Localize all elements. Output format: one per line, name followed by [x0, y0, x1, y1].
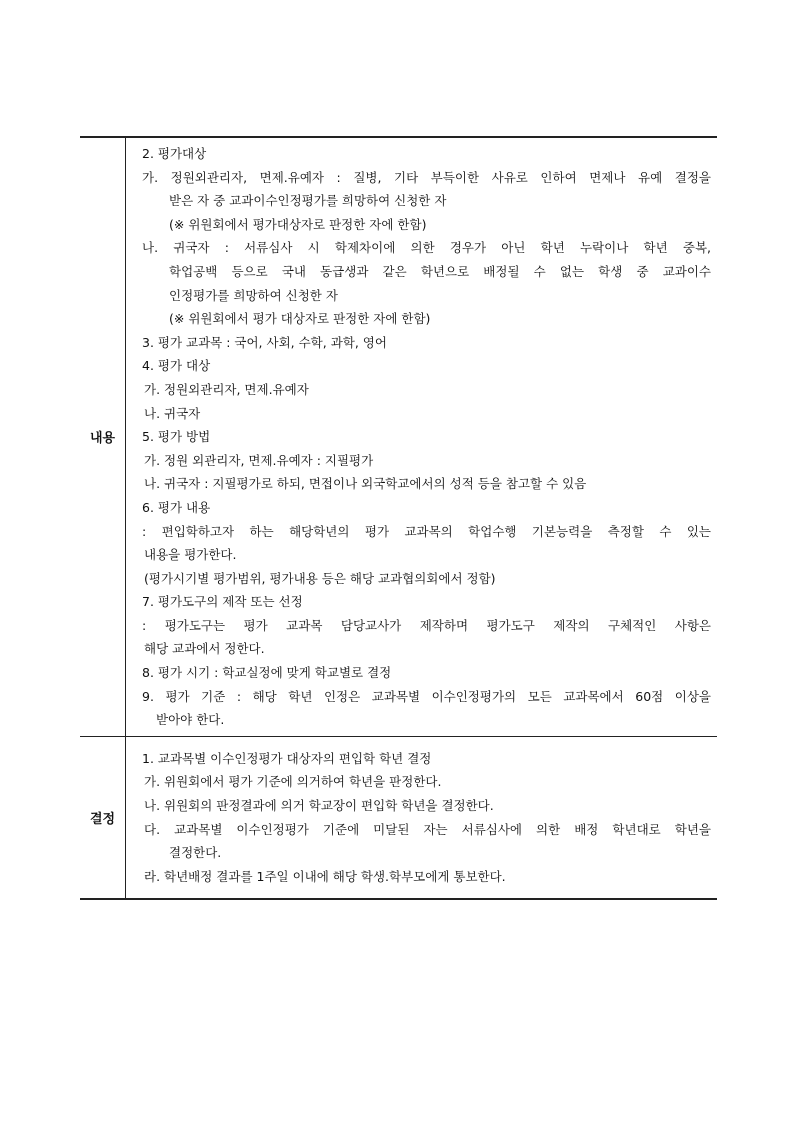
document-table — [80, 136, 717, 900]
content-line: 나. 귀국자 : 지필평가로 하되, 면접이나 외국학교에서의 성적 등을 참고할 수 있음 — [144, 476, 587, 492]
content-line: 내용을 평가한다. — [144, 547, 237, 563]
content-line: 받은 자 중 교과이수인정평가를 희망하여 신청한 자 — [169, 193, 447, 209]
content-line: : 평가도구는 평가 교과목 담당교사가 제작하며 평가도구 제작의 구체적인 사항은 — [142, 617, 711, 633]
content-line: 인정평가를 희망하여 신청한 자 — [169, 287, 338, 303]
decision-line: 나. 위원회의 판정결과에 의거 학교장이 편입학 학년을 결정한다. — [144, 798, 494, 814]
content-note: (※ 위원회에서 평가 대상자로 판정한 자에 한함) — [169, 311, 431, 327]
section-heading: 4. 평가 대상 — [142, 358, 211, 374]
content-line: 가. 정원 외관리자, 면제.유예자 : 지필평가 — [144, 452, 374, 468]
section-label-content: 내용 — [80, 137, 126, 736]
section-heading: 2. 평가대상 — [142, 146, 207, 161]
content-note: (평가시기별 평가범위, 평가내용 등은 해당 교과협의회에서 정함) — [144, 570, 496, 586]
section-heading: 6. 평가 내용 — [142, 499, 211, 515]
content-body — [126, 137, 718, 736]
decision-line: 라. 학년배정 결과를 1주일 이내에 해당 학생.학부모에게 통보한다. — [144, 868, 506, 884]
section-label-decision: 결정 — [80, 736, 126, 899]
content-line: 가. 정원외관리자, 면제.유예자 — [144, 381, 309, 397]
content-line: 나. 귀국자 : 서류심사 시 학제차이에 의한 경우가 아닌 학년 누락이나 학년 중복, — [142, 240, 711, 256]
section-heading: 7. 평가도구의 제작 또는 선정 — [142, 594, 303, 610]
content-line: 가. 정원외관리자, 면제.유예자 : 질병, 기타 부득이한 사유로 인하여 면제나 유예 결정을 — [142, 169, 711, 185]
section-heading: 5. 평가 방법 — [142, 429, 211, 445]
decision-line: 결정한다. — [169, 845, 222, 861]
content-row — [80, 137, 717, 736]
section-heading: 8. 평가 시기 : 학교실정에 맞게 학교별로 결정 — [142, 665, 392, 681]
content-line: 해당 교과에서 정한다. — [144, 641, 265, 657]
section-heading: 9. 평가 기준 : 해당 학년 인정은 교과목별 이수인정평가의 모든 교과목에서 60점 이상을 — [142, 688, 711, 704]
section-heading: 1. 교과목별 이수인정평가 대상자의 편입학 학년 결정 — [142, 750, 432, 766]
decision-body — [126, 736, 718, 899]
content-note: (※ 위원회에서 평가대상자로 판정한 자에 한함) — [169, 216, 427, 232]
decision-line: 가. 위원회에서 평가 기준에 의거하여 학년을 판정한다. — [144, 774, 442, 790]
decision-row — [80, 736, 717, 899]
content-line: 받아야 한다. — [156, 712, 225, 728]
content-line: 나. 귀국자 — [144, 405, 201, 421]
content-line: : 편입학하고자 하는 해당학년의 평가 교과목의 학업수행 기본능력을 측정할 수 있는 — [142, 523, 711, 539]
content-line: 학업공백 등으로 국내 동급생과 같은 학년으로 배정될 수 없는 학생 중 교과이수 — [169, 263, 711, 279]
section-heading: 3. 평가 교과목 : 국어, 사회, 수학, 과학, 영어 — [142, 334, 387, 350]
decision-line: 다. 교과목별 이수인정평가 기준에 미달된 자는 서류심사에 의한 배정 학년대로 학년을 — [144, 821, 711, 837]
